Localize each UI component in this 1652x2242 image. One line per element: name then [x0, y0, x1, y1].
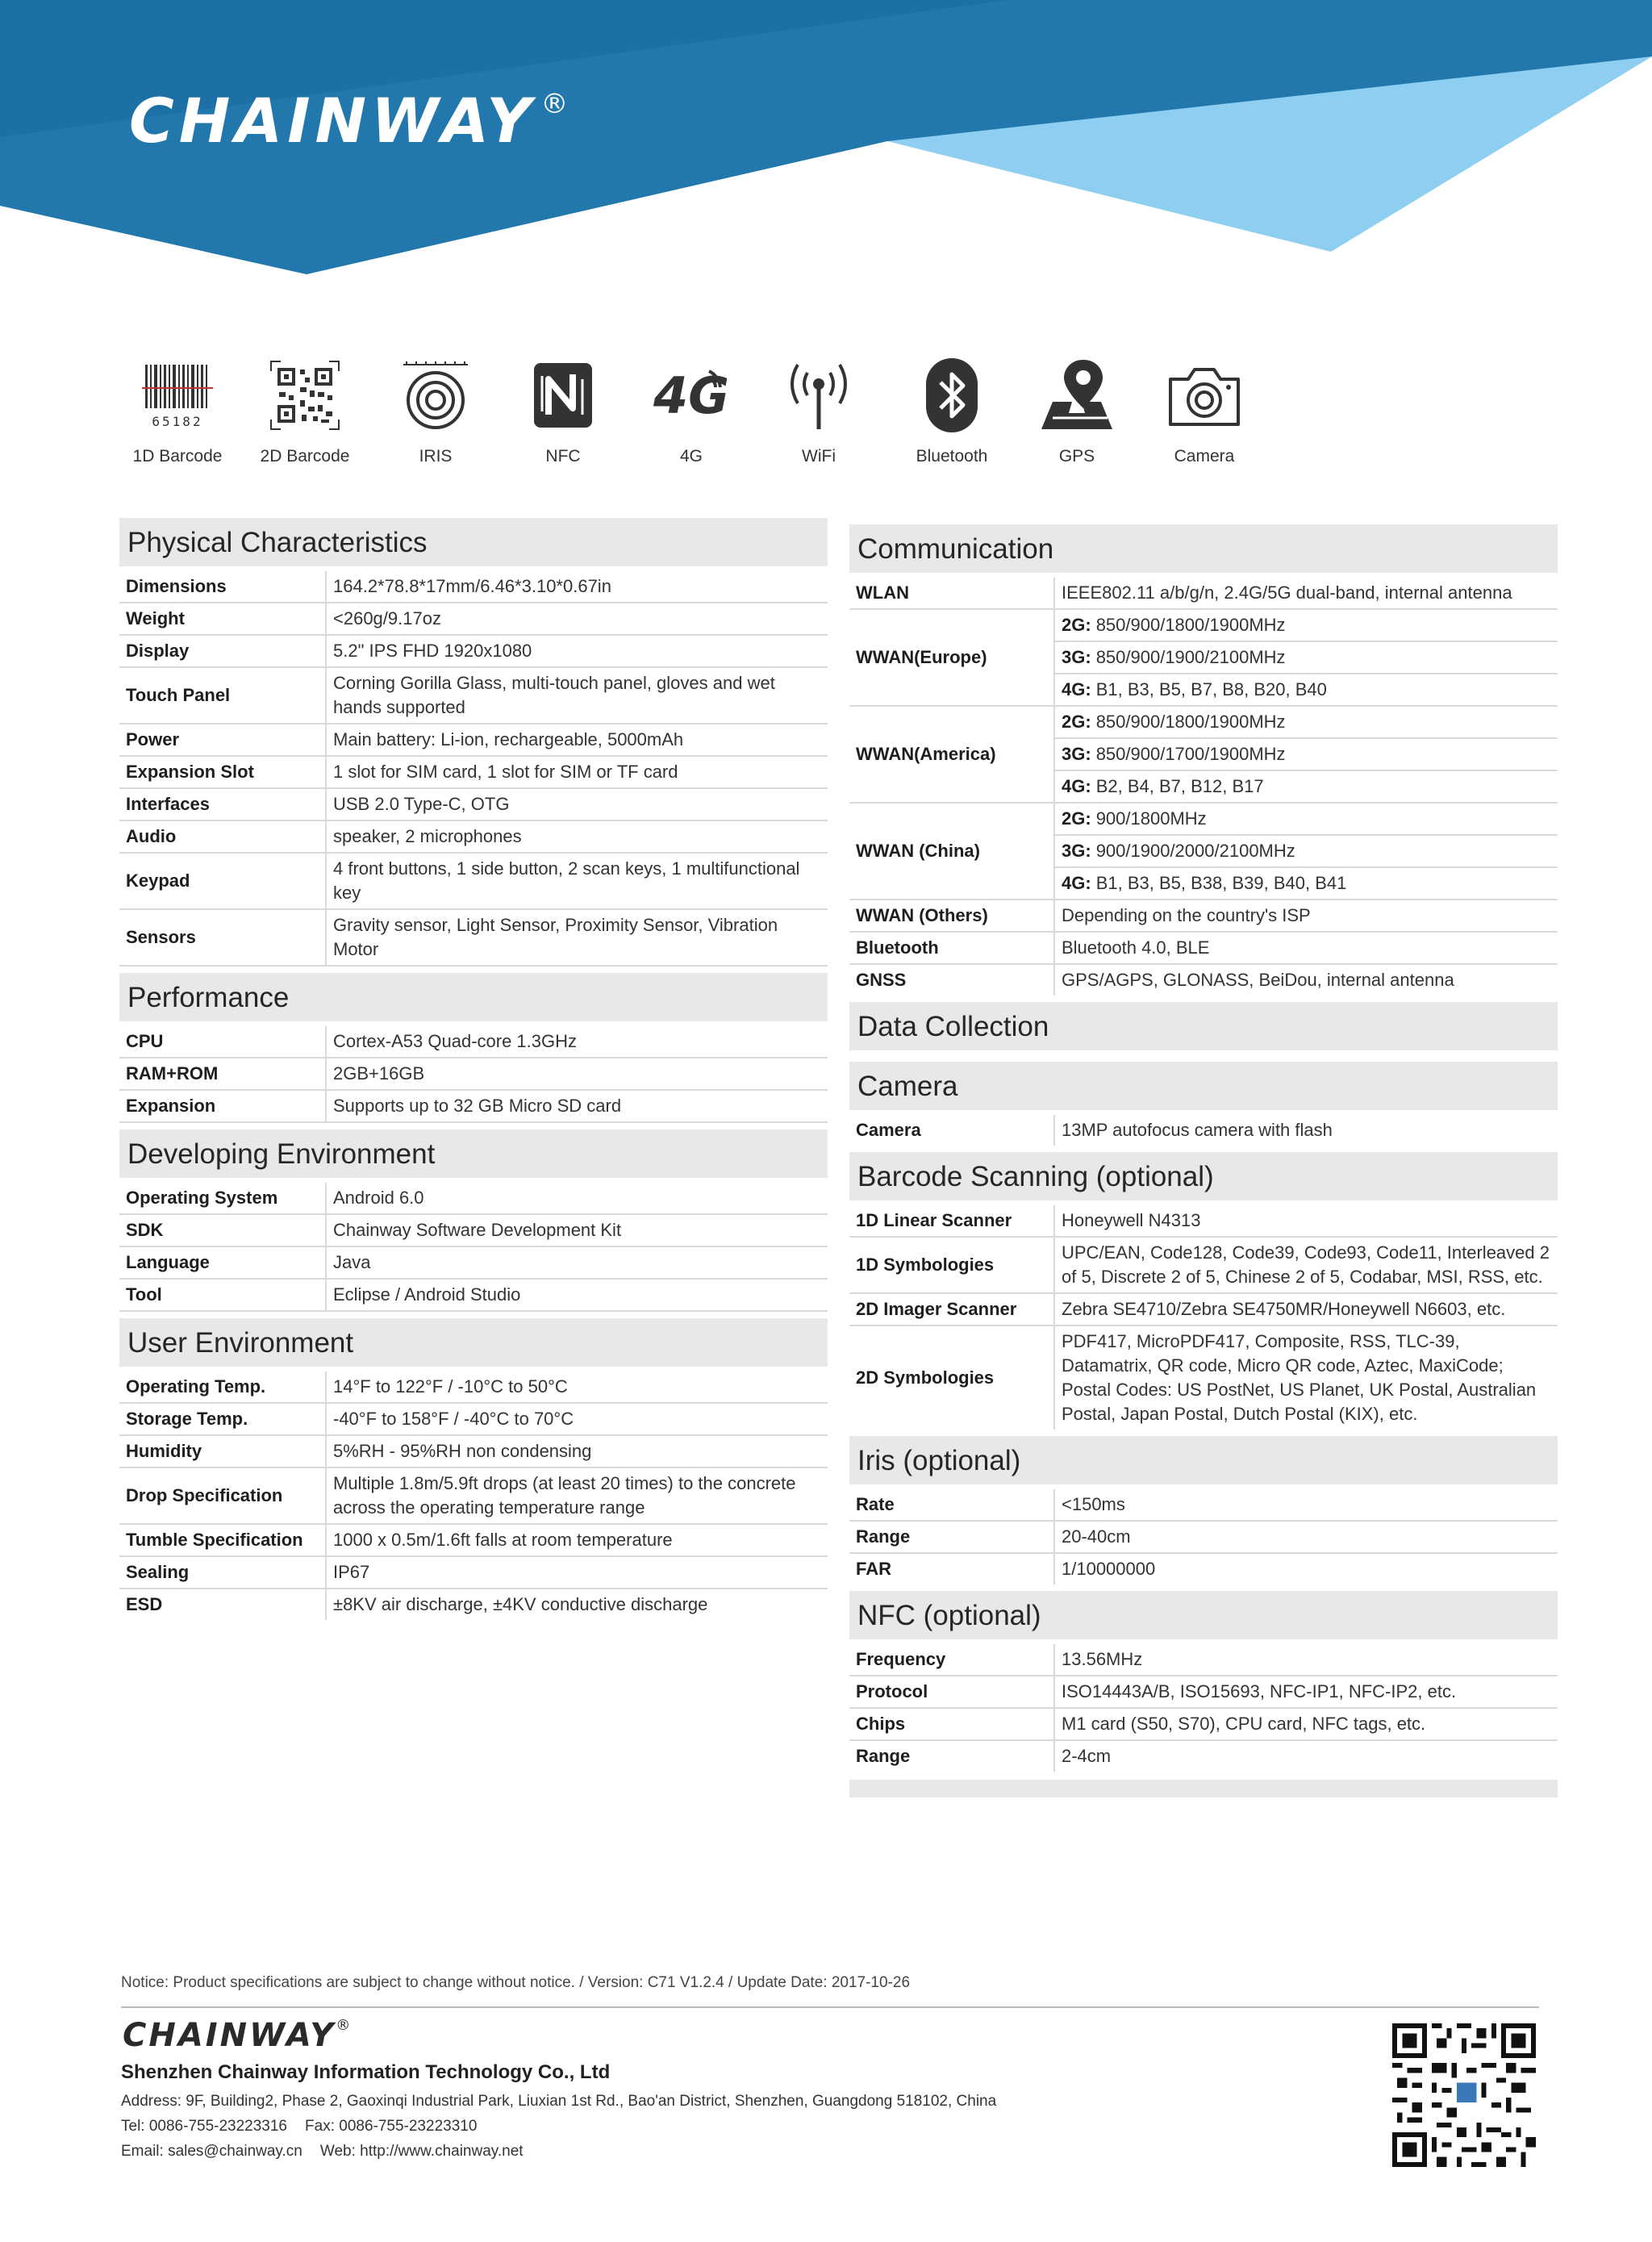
spec-key: Power [119, 724, 326, 756]
footer-reg-mark: ® [336, 2017, 353, 2034]
spec-key: Rate [849, 1489, 1054, 1521]
table-row [849, 1237, 1558, 1293]
table-row [119, 571, 828, 603]
brand-logo [129, 85, 573, 157]
feature-label: NFC [545, 447, 581, 466]
spec-key: Expansion Slot [119, 756, 326, 788]
spec-key: 1D Linear Scanner [849, 1205, 1054, 1237]
nfc-icon [523, 355, 603, 436]
section-title-data-collection: Data Collection [849, 1002, 1558, 1050]
qr-code-icon [265, 355, 345, 436]
table-row [119, 1183, 828, 1214]
section-title-user-env: User Environment [119, 1318, 828, 1367]
table-row [119, 1372, 828, 1403]
table-row [119, 853, 828, 909]
table-row [119, 1058, 828, 1090]
table-row [849, 1293, 1558, 1326]
spec-value: 13.56MHz [1054, 1644, 1558, 1676]
feature-1d-barcode [113, 355, 242, 466]
spec-value: 1000 x 0.5m/1.6ft falls at room temperature [326, 1524, 828, 1556]
table-iris [849, 1489, 1558, 1584]
feature-icons [113, 355, 1291, 476]
spec-key: Weight [119, 603, 326, 635]
spec-value: 20-40cm [1054, 1521, 1558, 1553]
spec-value: PDF417, MicroPDF417, Composite, RSS, TLC-39, Datamatrix, QR code, Micro QR code, Aztec, MaxiCode; Postal Codes: US PostNet, US Planet, UK Postal, Australian Postal, Japan Postal, Dutch Postal (KIX), etc. [1062, 1331, 1537, 1424]
table-row [119, 1246, 828, 1279]
spec-value: 4G: B1, B3, B5, B38, B39, B40, B41 [1054, 867, 1558, 900]
table-row [119, 1468, 828, 1524]
spec-key: WWAN (Others) [849, 900, 1054, 932]
spec-value: Cortex-A53 Quad-core 1.3GHz [326, 1026, 828, 1058]
brand-name: CHAINWAY [129, 85, 536, 157]
qr-code-image [1392, 2023, 1536, 2167]
spec-value: 2-4cm [1062, 1746, 1112, 1766]
table-row [849, 578, 1558, 609]
section-title-barcode: Barcode Scanning (optional) [849, 1152, 1558, 1200]
table-camera [849, 1115, 1558, 1146]
spec-key: Sealing [119, 1556, 326, 1589]
table-row [849, 964, 1558, 996]
notice-text: Notice: Product specifications are subject to change without notice. / Version: C71 V1.2.4 / Update Date: 2017-10-26 [121, 1974, 911, 1991]
spec-value: -40°F to 158°F / -40°C to 70°C [326, 1403, 828, 1435]
section-title-camera: Camera [849, 1062, 1558, 1110]
spec-value: <260g/9.17oz [326, 603, 828, 635]
web-text: Web: http://www.chainway.net [319, 2143, 524, 2160]
iris-icon [395, 355, 476, 436]
spec-value: IEEE802.11 a/b/g/n, 2.4G/5G dual-band, internal antenna [1054, 578, 1558, 609]
section-title-communication: Communication [849, 524, 1558, 573]
spec-key: Bluetooth [849, 932, 1054, 964]
spec-value: Zebra SE4710/Zebra SE4750MR/Honeywell N6603, etc. [1054, 1293, 1558, 1326]
spec-value: 2G: 850/900/1800/1900MHz [1054, 609, 1558, 641]
spec-key: Frequency [849, 1644, 1054, 1676]
spec-value: Main battery: Li-ion, rechargeable, 5000mAh [326, 724, 828, 756]
feature-wifi [754, 355, 883, 466]
section-end-bar [849, 1780, 1558, 1797]
table-performance [119, 1026, 828, 1123]
table-row [119, 1214, 828, 1246]
feature-bluetooth [887, 355, 1016, 466]
spec-key: Camera [849, 1115, 1054, 1146]
spec-key: Tumble Specification [119, 1524, 326, 1556]
feature-nfc [499, 355, 628, 466]
table-physical [119, 571, 828, 967]
footer-logo [123, 2017, 353, 2054]
phone-line [121, 2118, 477, 2136]
table-row [849, 706, 1558, 738]
spec-value: 4G: B1, B3, B5, B7, B8, B20, B40 [1054, 674, 1558, 706]
table-developing [119, 1183, 828, 1312]
feature-label: Bluetooth [916, 447, 988, 466]
spec-key: Storage Temp. [119, 1403, 326, 1435]
feature-label: IRIS [419, 447, 453, 466]
table-communication [849, 578, 1558, 996]
spec-value: 1 slot for SIM card, 1 slot for SIM or TF card [326, 756, 828, 788]
spec-value: ±8KV air discharge, ±4KV conductive discharge [333, 1594, 708, 1614]
spec-key: Touch Panel [119, 667, 326, 724]
table-row [119, 635, 828, 667]
table-row [119, 756, 828, 788]
spec-value: 13MP autofocus camera with flash [1062, 1120, 1333, 1140]
feature-label: GPS [1058, 447, 1095, 466]
spec-value: ISO14443A/B, ISO15693, NFC-IP1, NFC-IP2, etc. [1054, 1676, 1558, 1708]
spec-value: 3G: 850/900/1700/1900MHz [1054, 738, 1558, 770]
feature-label: 2D Barcode [260, 447, 350, 466]
4g-glyph: 4G [653, 366, 730, 425]
table-row [849, 1115, 1558, 1146]
contact-line [121, 2143, 524, 2161]
spec-value: Supports up to 32 GB Micro SD card [326, 1090, 828, 1122]
left-column [119, 518, 828, 1620]
spec-value: IP67 [326, 1556, 828, 1589]
feature-iris [371, 355, 500, 466]
spec-key: ESD [119, 1589, 326, 1620]
spec-key: WWAN(America) [849, 706, 1054, 803]
section-title-nfc: NFC (optional) [849, 1591, 1558, 1639]
footer-brand-name: CHAINWAY [123, 2017, 336, 2054]
tel-text: Tel: 0086-755-23223316 [121, 2118, 288, 2135]
spec-value: 4 front buttons, 1 side button, 2 scan keys, 1 multifunctional key [326, 853, 828, 909]
spec-value: Chainway Software Development Kit [326, 1214, 828, 1246]
spec-value: Honeywell N4313 [1054, 1205, 1558, 1237]
table-row [119, 1026, 828, 1058]
spec-value: GPS/AGPS, GLONASS, BeiDou, internal antenna [1062, 970, 1454, 990]
spec-value: 5%RH - 95%RH non condensing [326, 1435, 828, 1468]
table-row [849, 1676, 1558, 1708]
table-row [849, 1740, 1558, 1772]
feature-label: 4G [679, 447, 703, 466]
spec-value: UPC/EAN, Code128, Code39, Code93, Code11, Interleaved 2 of 5, Discrete 2 of 5, Chinese 2 of 5, Codabar, MSI, RSS, etc. [1054, 1237, 1558, 1293]
email-text: Email: sales@chainway.cn [121, 2143, 302, 2160]
table-row [119, 667, 828, 724]
barcode-digits: 65182 [152, 414, 203, 429]
table-row [849, 1708, 1558, 1740]
wifi-antenna-icon [778, 355, 859, 436]
table-user-env [119, 1372, 828, 1620]
spec-value: 3G: 850/900/1900/2100MHz [1054, 641, 1558, 674]
table-row [849, 1326, 1558, 1430]
table-row [119, 1435, 828, 1468]
spec-key: Chips [849, 1708, 1054, 1740]
spec-key: Range [849, 1740, 1054, 1772]
table-row [849, 1553, 1558, 1584]
spec-key: Interfaces [119, 788, 326, 820]
feature-camera [1140, 355, 1269, 466]
table-row [119, 1090, 828, 1122]
spec-value: Java [326, 1246, 828, 1279]
table-row [119, 1589, 828, 1620]
spec-value: M1 card (S50, S70), CPU card, NFC tags, etc. [1054, 1708, 1558, 1740]
brand-reg-mark: ® [540, 88, 574, 120]
right-column [849, 524, 1558, 1797]
table-row [119, 1403, 828, 1435]
spec-value: 14°F to 122°F / -10°C to 50°C [326, 1372, 828, 1403]
spec-key: Audio [119, 820, 326, 853]
spec-key: WLAN [849, 578, 1054, 609]
spec-value: 3G: 900/1900/2000/2100MHz [1054, 835, 1558, 867]
spec-key: GNSS [849, 964, 1054, 996]
table-row [849, 609, 1558, 641]
spec-key: WWAN (China) [849, 803, 1054, 900]
spec-key: Operating System [119, 1183, 326, 1214]
spec-value: Corning Gorilla Glass, multi-touch panel, gloves and wet hands supported [326, 667, 828, 724]
spec-key: 2D Symbologies [849, 1326, 1054, 1430]
spec-value: 164.2*78.8*17mm/6.46*3.10*0.67in [326, 571, 828, 603]
table-row [119, 1279, 828, 1311]
spec-key: Display [119, 635, 326, 667]
spec-value: 2GB+16GB [326, 1058, 828, 1090]
spec-value: 4G: B2, B4, B7, B12, B17 [1054, 770, 1558, 803]
table-row [119, 1556, 828, 1589]
spec-key: SDK [119, 1214, 326, 1246]
feature-2d-barcode [240, 355, 369, 466]
table-row [849, 1521, 1558, 1553]
table-row [119, 724, 828, 756]
table-row [849, 900, 1558, 932]
spec-key: Sensors [119, 909, 326, 966]
spec-key: WWAN(Europe) [849, 609, 1054, 706]
spec-key: RAM+ROM [119, 1058, 326, 1090]
fax-text: Fax: 0086-755-23223310 [305, 2118, 478, 2135]
spec-key: Range [849, 1521, 1054, 1553]
spec-key: 1D Symbologies [849, 1237, 1054, 1293]
address-text: Address: 9F, Building2, Phase 2, Gaoxinqi Industrial Park, Liuxian 1st Rd., Bao'an District, Shenzhen, Guangdong 518102, China [121, 2093, 997, 2110]
section-title-physical: Physical Characteristics [119, 518, 828, 566]
spec-key: FAR [849, 1553, 1054, 1584]
spec-value: Multiple 1.8m/5.9ft drops (at least 20 times) to the concrete across the operating temperature range [326, 1468, 828, 1524]
feature-label: 1D Barcode [132, 447, 223, 466]
table-row [119, 603, 828, 635]
spec-value: Depending on the country's ISP [1054, 900, 1558, 932]
spec-key: Keypad [119, 853, 326, 909]
spec-value: Android 6.0 [326, 1183, 828, 1214]
4g-icon [651, 355, 732, 436]
table-row [849, 803, 1558, 835]
camera-icon [1164, 355, 1245, 436]
spec-value: Gravity sensor, Light Sensor, Proximity Sensor, Vibration Motor [326, 909, 828, 966]
spec-key: Tool [119, 1279, 326, 1311]
section-title-iris: Iris (optional) [849, 1436, 1558, 1484]
spec-key: CPU [119, 1026, 326, 1058]
spec-value: 5.2" IPS FHD 1920x1080 [326, 635, 828, 667]
spec-key: Language [119, 1246, 326, 1279]
spec-key: Protocol [849, 1676, 1054, 1708]
bluetooth-icon [912, 355, 992, 436]
spec-value: 2G: 850/900/1800/1900MHz [1054, 706, 1558, 738]
feature-label: Camera [1174, 447, 1235, 466]
spec-value: Bluetooth 4.0, BLE [1054, 932, 1558, 964]
spec-key: Dimensions [119, 571, 326, 603]
spec-key: Humidity [119, 1435, 326, 1468]
spec-value: Eclipse / Android Studio [326, 1279, 828, 1311]
section-title-developing: Developing Environment [119, 1129, 828, 1178]
spec-value: speaker, 2 microphones [326, 820, 828, 853]
table-row [849, 1489, 1558, 1521]
feature-gps [1012, 355, 1141, 466]
section-title-performance: Performance [119, 973, 828, 1021]
table-row [119, 1524, 828, 1556]
spec-key: 2D Imager Scanner [849, 1293, 1054, 1326]
spec-value: <150ms [1054, 1489, 1558, 1521]
spec-key: Expansion [119, 1090, 326, 1122]
spec-key: Operating Temp. [119, 1372, 326, 1403]
feature-4g [627, 355, 756, 466]
company-name: Shenzhen Chainway Information Technology Co., Ltd [121, 2061, 611, 2083]
gps-icon [1037, 355, 1117, 436]
spec-value: USB 2.0 Type-C, OTG [326, 788, 828, 820]
table-row [119, 820, 828, 853]
feature-label: WiFi [802, 447, 836, 466]
table-row [119, 909, 828, 966]
table-row [119, 788, 828, 820]
table-row [849, 932, 1558, 964]
barcode-1d-icon [137, 355, 218, 436]
table-nfc [849, 1644, 1558, 1772]
footer-divider [121, 2006, 1539, 2008]
spec-value: 2G: 900/1800MHz [1054, 803, 1558, 835]
table-row [849, 1644, 1558, 1676]
spec-key: Drop Specification [119, 1468, 326, 1524]
table-barcode [849, 1205, 1558, 1430]
table-row [849, 1205, 1558, 1237]
spec-value: 1/10000000 [1062, 1559, 1156, 1579]
